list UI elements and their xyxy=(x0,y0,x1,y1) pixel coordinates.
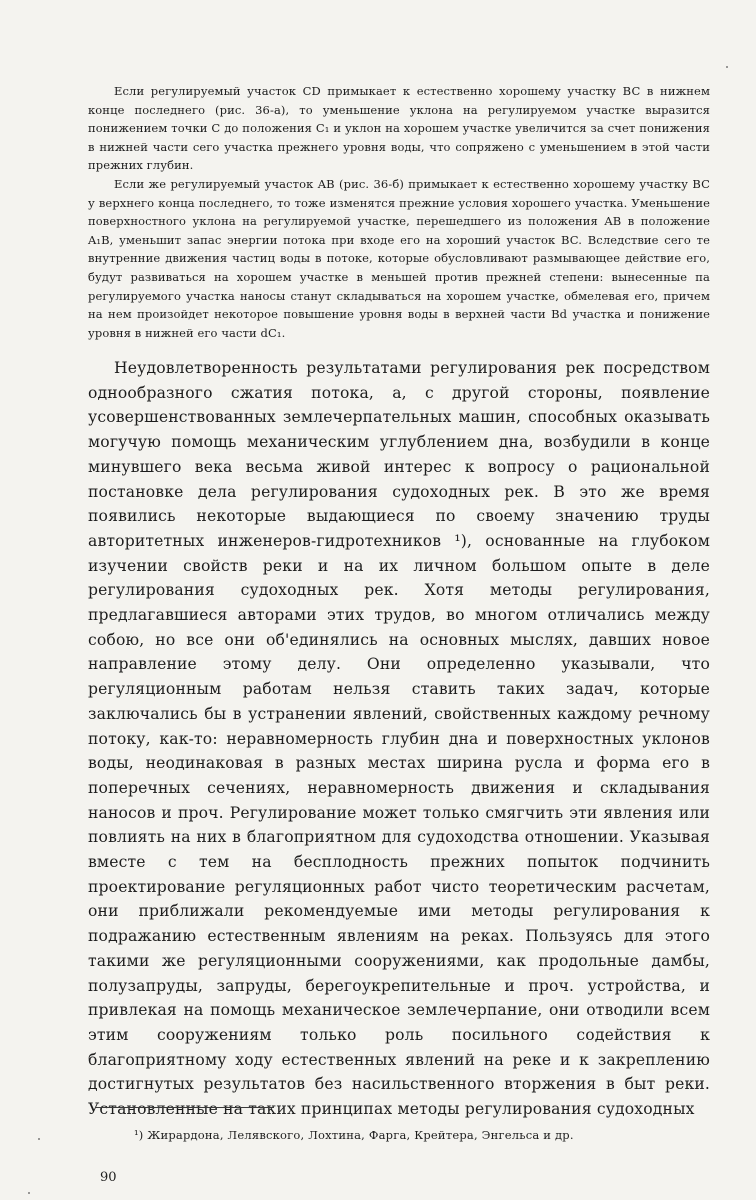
footnote-divider xyxy=(96,1107,274,1108)
scan-speck xyxy=(726,66,728,68)
page-number: 90 xyxy=(100,1170,117,1185)
small-print-section xyxy=(88,82,710,342)
main-paragraph: Неудовлетворенность результатами регулирования рек посредством однообразного сжатия потока, а, с другой стороны, появление усовершенствованных землечерпательных машин, способных оказывать могучую помощь механическим углублением дна, возбудили в конце минувшего века весьма живой интерес к вопросу о рациональной постановке дела регулирования судоходных рек. В это же время появились некоторые выдающиеся по своему значению труды авторитетных инженеров-гидротехников ¹), основанные на глубоком изучении свойств реки и на их личном большом опыте в деле регулирования судоходных рек. Хотя методы регулирования, предлагавшиеся авторами этих трудов, во многом отличались между собою, но все они об'единялись на основных мыслях, давших новое направление этому делу. Они определенно указывали, что регуляционным работам нельзя ставить таких задач, которые заключались бы в устранении явлений, свойственных каждому речному потоку, как-то: неравномерность глубин дна и поверхностных уклонов воды, неодинаковая в разных местах ширина русла и форма его в поперечных сечениях, неравномерность движения и складывания наносов и проч. Регулирование может только смягчить эти явления или повлиять на них в благоприятном для судоходства отношении. Указывая вместе с тем на бесплодность прежних попыток подчинить проектирование регуляционных работ чисто теоретическим расчетам, они приближали рекомендуемые ими методы регулирования к подражанию естественным явлениям на реках. Пользуясь для этого такими же регуляционными сооружениями, как продольные дамбы, полузапруды, запруды, берегоукрепительные и проч. устройства, и привлекая на помощь механическое землечерпание, они отводили всем этим сооружениям только роль посильного содействия к благоприятному ходу естественных явлений на реке и к закреплению достигнутых результатов без насильственного вторжения в быт реки. Установленные на таких принципах методы регулирования судоходных xyxy=(88,359,710,1119)
small-paragraph: Если регулируемый участок CD примыкает к естественно хорошему участку BC в нижнем конце последнего (рис. 36-а), то уменьшение уклона на регулируемом участке выразится понижением точки C до положения C₁ и уклон на хорошем участке увеличится за счет понижения в нижней части сего участка прежнего уровня воды, что сопряжено с уменьшением в этой части прежних глубин. xyxy=(88,84,710,173)
footnote: ¹) Жирардона, Лелявского, Лохтина, Фарга, Крейтера, Энгельса и др. xyxy=(134,1128,574,1142)
scan-speck xyxy=(38,1138,40,1140)
small-paragraph: Если же регулируемый участок AB (рис. 36-б) примыкает к естественно хорошему участку BC у верхнего конца последнего, то тоже изменятся прежние условия хорошего участка. Уменьшение поверхностного уклона на регулируемой участке, перешедшего из положения AB в положение A₁B, уменьшит запас энергии потока при входе его на хороший участок BC. Вследствие сего те внутренние движения частиц воды в потоке, которые обусловливают размывающее действие его, будут развиваться на хорошем участке в меньшей против прежней степени: вынесенные па регулируемого участка наносы станут складываться на хорошем участке, обмелевая его, причем на нем произойдет некоторое повышение уровня воды в верхней части Bd участка и понижение уровня в нижней его части dC₁. xyxy=(88,176,710,340)
main-text-section xyxy=(88,356,710,1122)
scan-speck xyxy=(28,1192,30,1194)
